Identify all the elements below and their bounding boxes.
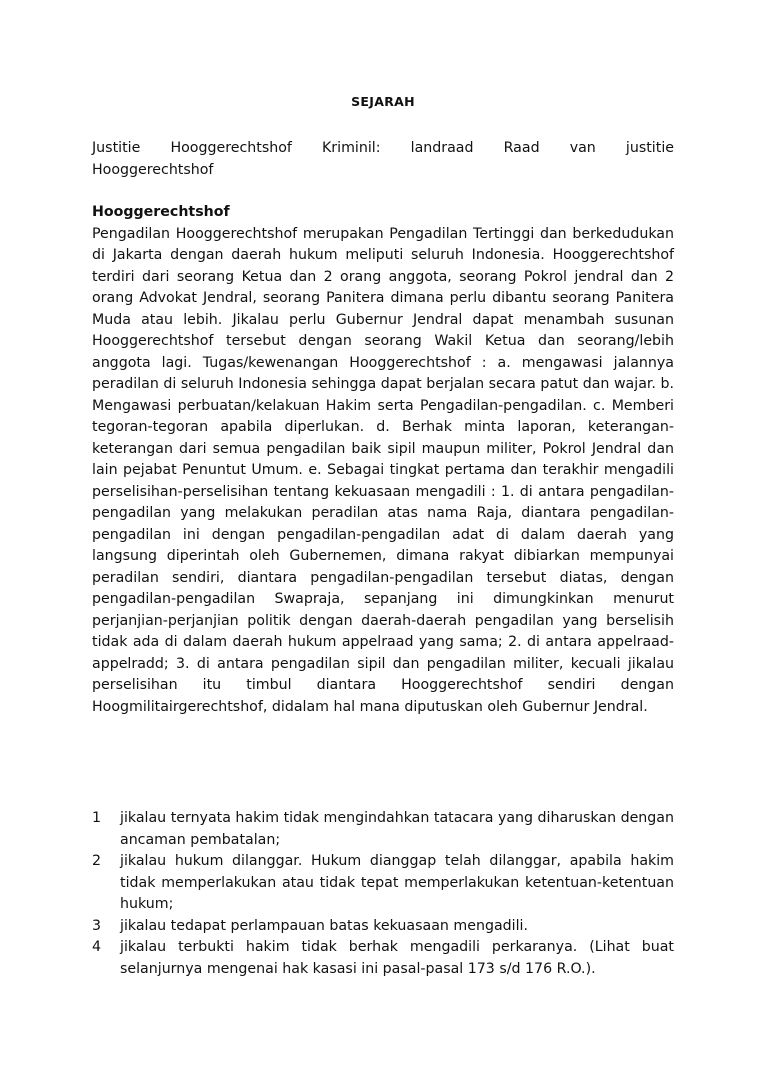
list-item-number: 4 [92,939,102,955]
section-heading: Hooggerechtshof [92,204,230,220]
list-item [92,937,674,980]
list-item-text: jikalau tedapat perlampauan batas kekuasaan mengadili. [120,917,528,934]
list-item-text: jikalau terbukti hakim tidak berhak mengadili perkaranya. (Lihat buat selanjurnya mengenai hak kasasi ini pasal-pasal 173 s/d 176 R.O.). [120,939,674,977]
document-title: SEJARAH [351,94,415,109]
subtitle-line-1: Justitie Hooggerechtshof Kriminil: landraad Raad van justitie [92,140,674,156]
list-item-number: 1 [92,810,102,826]
list-item-text: jikalau ternyata hakim tidak mengindahkan tatacara yang diharuskan dengan ancaman pembatalan; [120,810,674,848]
list-item-text: jikalau hukum dilanggar. Hukum dianggap telah dilanggar, apabila hakim tidak memperlakukan atau tidak tepat memperlakukan ketentuan-ketentuan hukum; [120,853,674,912]
numbered-list [92,808,674,980]
body-paragraph: Pengadilan Hooggerechtshof merupakan Pengadilan Tertinggi dan berkedudukan di Jakarta dengan daerah hukum meliputi seluruh Indonesia. Hooggerechtshof terdiri dari seorang Ketua dan 2 orang anggota, seorang Pokrol jendral dan 2 orang Advokat Jendral, seorang Panitera dimana perlu dibantu seorang Panitera Muda atau lebih. Jikalau perlu Gubernur Jendral dapat menambah susunan Hooggerechtshof tersebut dengan seorang Wakil Ketua dan seorang/lebih anggota lagi. Tugas/kewenangan Hooggerechtshof : a. mengawasi jalannya peradilan di seluruh Indonesia sehingga dapat berjalan secara patut dan wajar. b. Mengawasi perbuatan/kelakuan Hakim serta Pengadilan-pengadilan. c. Memberi tegoran-tegoran apabila diperlukan. d. Berhak minta laporan, keterangan-keterangan dari semua pengadilan baik sipil maupun militer, Pokrol Jendral dan lain pejabat Penuntut Umum. e. Sebagai tingkat pertama dan terakhir mengadili perselisihan-perselisihan tentang kekuasaan mengadili : 1. di antara pengadilan-pengadilan yang melakukan peradilan atas nama Raja, diantara pengadilan-pengadilan ini dengan pengadilan-pengadilan adat di dalam daerah yang langsung diperintah oleh Gubernemen, dimana rakyat dibiarkan mempunyai peradilan sendiri, diantara pengadilan-pengadilan tersebut diatas, dengan pengadilan-pengadilan Swapraja, sepanjang ini dimungkinkan menurut perjanjian-perjanjian politik dengan daerah-daerah pengadilan yang berselisih tidak ada di dalam daerah hukum appelraad yang sama; 2. di antara appelraad-appelradd; 3. di antara pengadilan sipil dan pengadilan militer, kecuali jikalau perselisihan itu timbul diantara Hooggerechtshof sendiri dengan Hoogmilitairgerechtshof, didalam hal mana diputuskan oleh Gubernur Jendral. [92,225,674,715]
list-item-number: 3 [92,917,102,934]
list-item [92,916,674,938]
list-item-number: 2 [92,853,102,869]
list-item [92,851,674,916]
subtitle-line-2: Hooggerechtshof [92,161,214,178]
list-item [92,808,674,851]
